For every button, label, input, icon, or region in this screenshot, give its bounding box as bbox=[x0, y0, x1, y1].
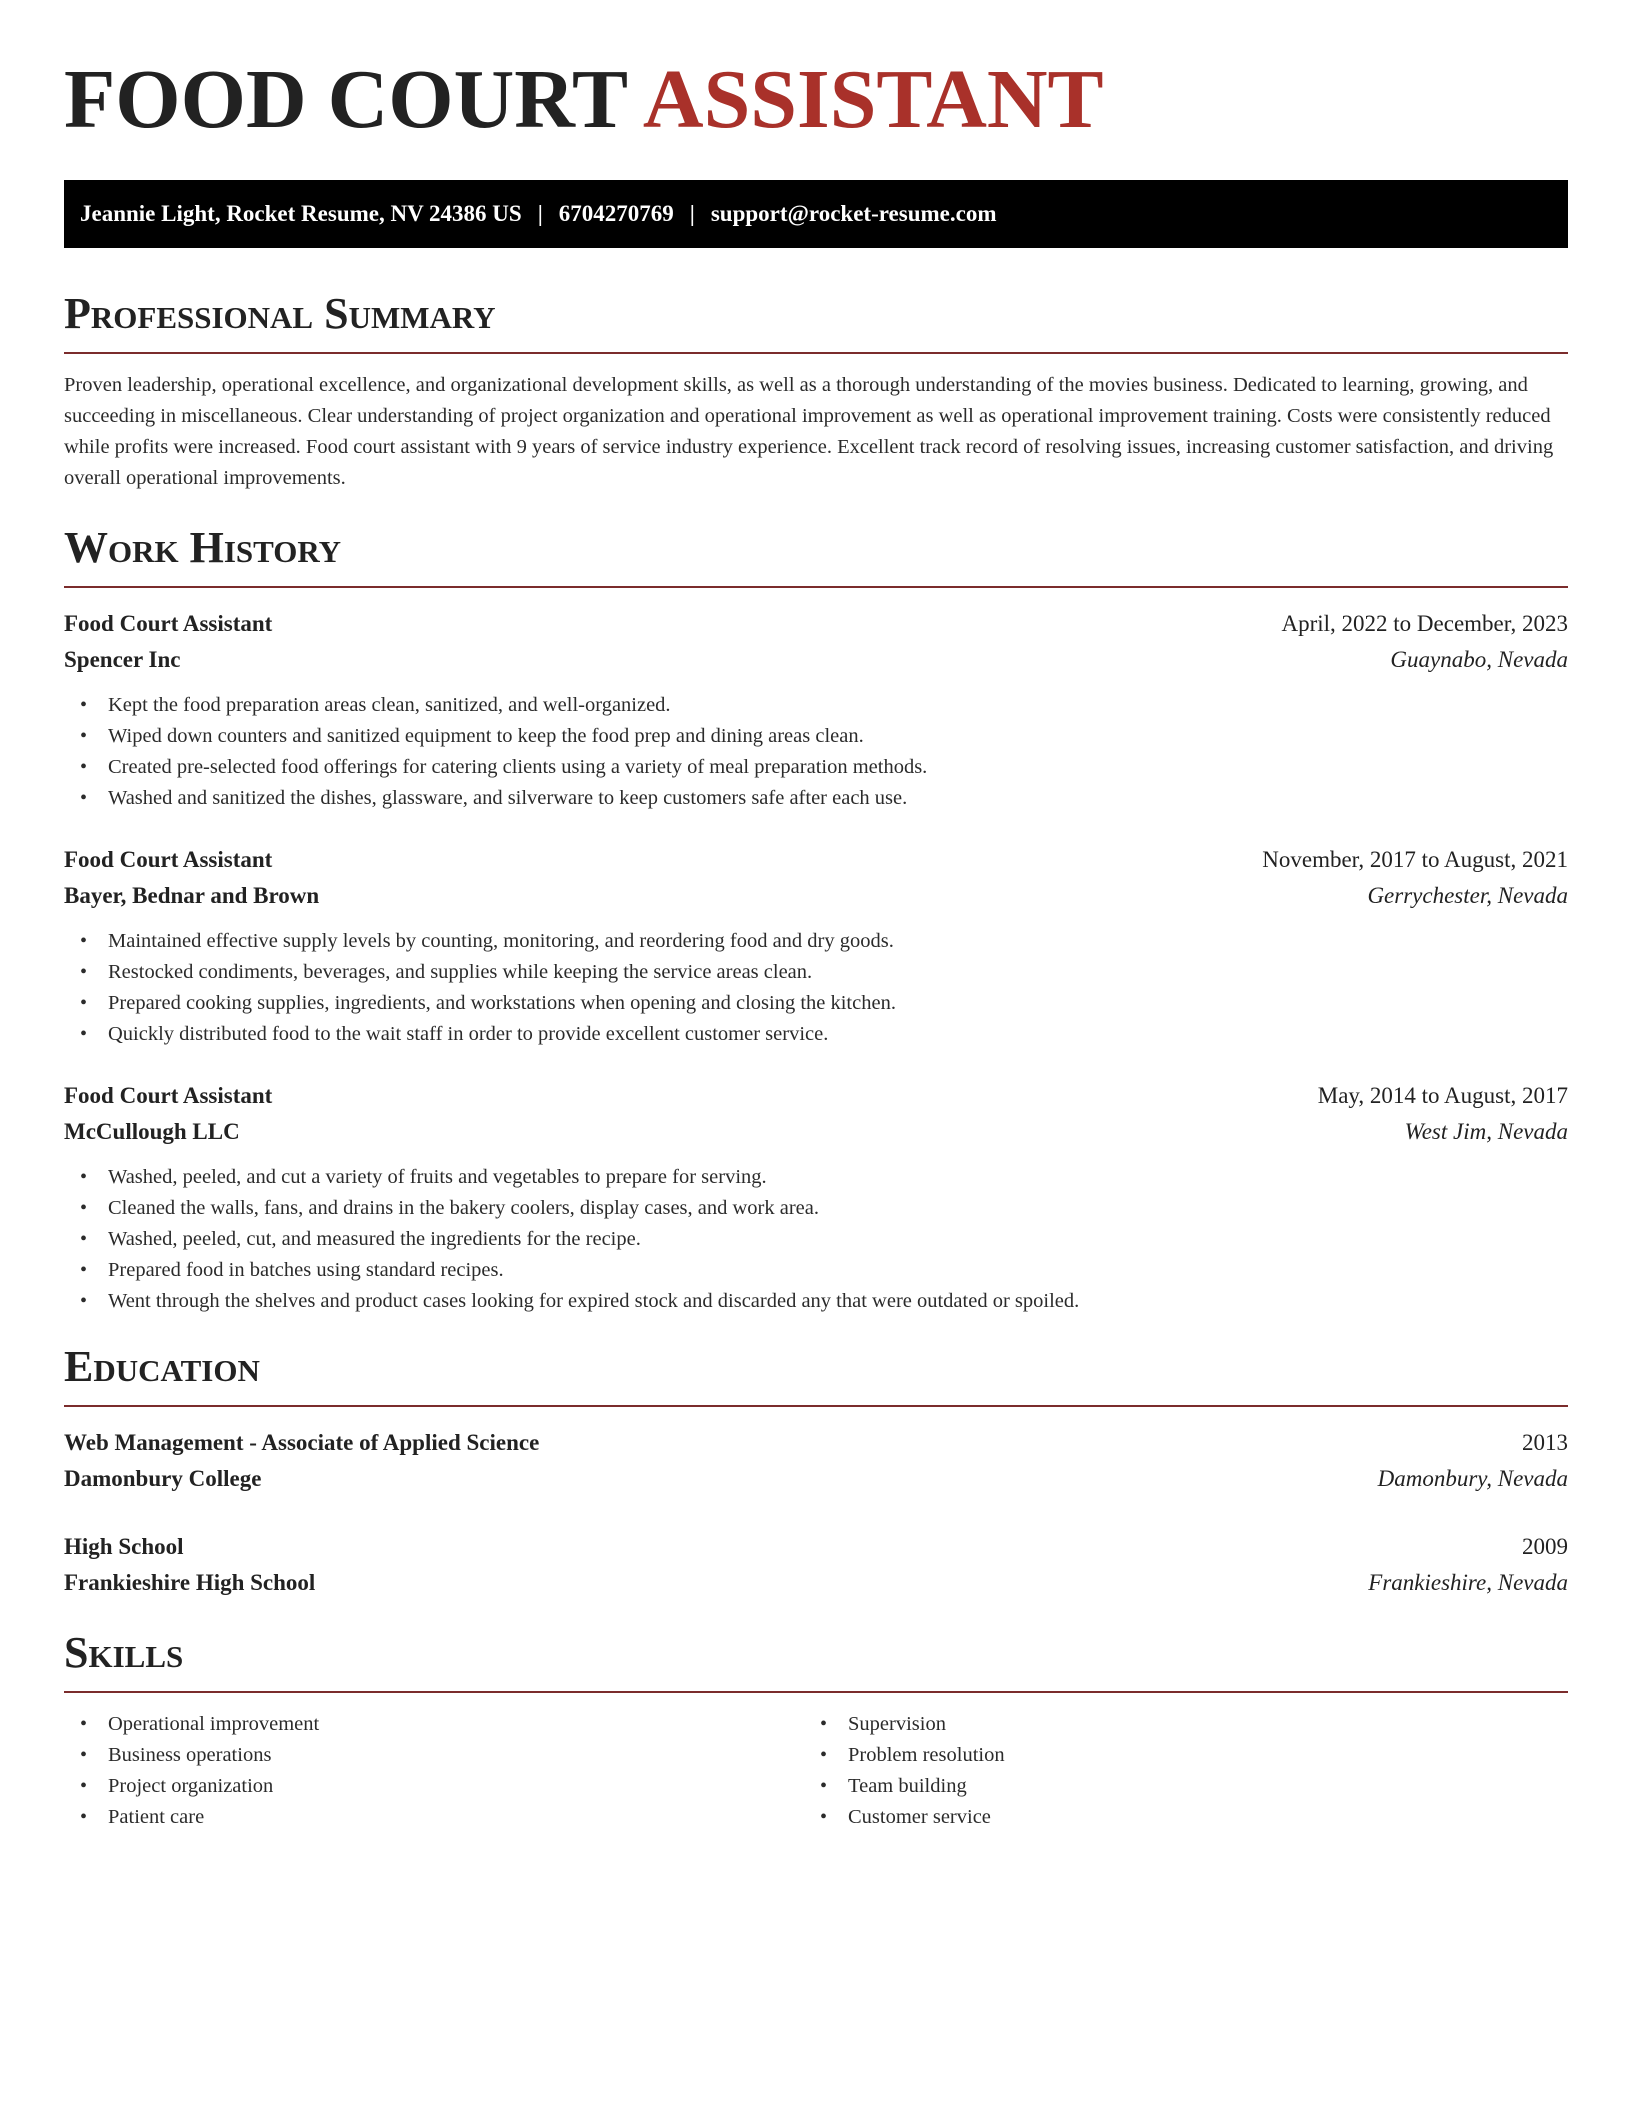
contact-address: Jeannie Light, Rocket Resume, NV 24386 US bbox=[80, 201, 522, 226]
education-school: Damonbury College bbox=[64, 1466, 262, 1491]
education-year: 2013 bbox=[1522, 1430, 1568, 1455]
list-item: • Created pre-selected food offerings for catering clients using a variety of meal preparation methods. bbox=[64, 752, 1568, 783]
job-header-row bbox=[64, 1078, 1568, 1114]
skills-grid bbox=[64, 1709, 1568, 1833]
list-item: • Went through the shelves and product cases looking for expired stock and discarded any that were outdated or spoiled. bbox=[64, 1286, 1568, 1317]
job-dates: November, 2017 to August, 2021 bbox=[1262, 847, 1568, 872]
list-item: • Maintained effective supply levels by counting, monitoring, and reordering food and dry goods. bbox=[64, 926, 1568, 957]
resume-title bbox=[64, 53, 1568, 146]
education-school-row bbox=[64, 1565, 1568, 1601]
job-title: Food Court Assistant bbox=[64, 1083, 273, 1108]
summary-heading: Professional Summary bbox=[64, 289, 496, 338]
summary-text: Proven leadership, operational excellence, and organizational development skills, as well as a thorough understanding of the movies business. Dedicated to learning, growing, and succeeding in miscellaneous. Clear understanding of project organization and operational improvement as well as operational improvement training. Costs were consistently reduced while profits were increased. Food court assistant with 9 years of service industry experience. Excellent track record of resolving issues, increasing customer satisfaction, and driving overall operational improvements. bbox=[64, 374, 1554, 489]
skill-item: • Team building bbox=[804, 1771, 1544, 1802]
list-item: • Washed, peeled, cut, and measured the ingredients for the recipe. bbox=[64, 1224, 1568, 1255]
job-dates: May, 2014 to August, 2017 bbox=[1317, 1083, 1568, 1108]
skills-section bbox=[64, 1628, 1568, 1833]
list-item: • Restocked condiments, beverages, and supplies while keeping the service areas clean. bbox=[64, 957, 1568, 988]
job-company-row bbox=[64, 1114, 1568, 1150]
skill-item: • Customer service bbox=[804, 1802, 1544, 1833]
job-header-row bbox=[64, 842, 1568, 878]
summary-section bbox=[64, 289, 1568, 494]
job-bullets bbox=[64, 690, 1568, 814]
education-degree: Web Management - Associate of Applied Science bbox=[64, 1430, 540, 1455]
job-bullets bbox=[64, 1162, 1568, 1317]
skill-item: • Patient care bbox=[64, 1802, 804, 1833]
section-divider bbox=[64, 1691, 1568, 1693]
job-entry bbox=[64, 1078, 1568, 1317]
education-header-row bbox=[64, 1425, 1568, 1461]
skill-item: • Problem resolution bbox=[804, 1740, 1544, 1771]
work-history-heading: Work History bbox=[64, 523, 342, 572]
list-item: • Washed, peeled, and cut a variety of fruits and vegetables to prepare for serving. bbox=[64, 1162, 1568, 1193]
job-title: Food Court Assistant bbox=[64, 847, 273, 872]
section-divider bbox=[64, 586, 1568, 588]
job-company: McCullough LLC bbox=[64, 1119, 240, 1144]
contact-separator: | bbox=[689, 201, 695, 226]
education-school: Frankieshire High School bbox=[64, 1570, 316, 1595]
education-entry bbox=[64, 1529, 1568, 1601]
skill-item: • Project organization bbox=[64, 1771, 804, 1802]
list-item: • Wiped down counters and sanitized equipment to keep the food prep and dining areas clean. bbox=[64, 721, 1568, 752]
job-company: Spencer Inc bbox=[64, 647, 181, 672]
job-company-row bbox=[64, 878, 1568, 914]
education-location: Frankieshire, Nevada bbox=[1368, 1570, 1568, 1595]
education-location: Damonbury, Nevada bbox=[1377, 1466, 1568, 1491]
education-degree: High School bbox=[64, 1534, 184, 1559]
skill-item: • Operational improvement bbox=[64, 1709, 804, 1740]
list-item: • Cleaned the walls, fans, and drains in the bakery coolers, display cases, and work area. bbox=[64, 1193, 1568, 1224]
education-entry bbox=[64, 1425, 1568, 1497]
job-entry bbox=[64, 842, 1568, 1050]
skill-item: • Business operations bbox=[64, 1740, 804, 1771]
list-item: • Prepared food in batches using standard recipes. bbox=[64, 1255, 1568, 1286]
list-item: • Quickly distributed food to the wait staff in order to provide excellent customer service. bbox=[64, 1019, 1568, 1050]
section-divider bbox=[64, 352, 1568, 354]
skills-heading: Skills bbox=[64, 1628, 184, 1677]
list-item: • Kept the food preparation areas clean, sanitized, and well-organized. bbox=[64, 690, 1568, 721]
education-section bbox=[64, 1342, 1568, 1601]
education-heading: Education bbox=[64, 1342, 260, 1391]
skills-column-right bbox=[804, 1709, 1544, 1833]
job-bullets bbox=[64, 926, 1568, 1050]
job-location: Gerrychester, Nevada bbox=[1367, 883, 1568, 908]
job-title: Food Court Assistant bbox=[64, 611, 273, 636]
education-school-row bbox=[64, 1461, 1568, 1497]
job-header-row bbox=[64, 606, 1568, 642]
job-location: West Jim, Nevada bbox=[1404, 1119, 1568, 1144]
education-year: 2009 bbox=[1522, 1534, 1568, 1559]
skill-item: • Supervision bbox=[804, 1709, 1544, 1740]
job-location: Guaynabo, Nevada bbox=[1390, 647, 1568, 672]
work-history-section bbox=[64, 523, 1568, 1317]
job-dates: April, 2022 to December, 2023 bbox=[1281, 611, 1568, 636]
contact-bar bbox=[64, 180, 1568, 248]
title-main: FOOD COURT bbox=[64, 53, 627, 146]
list-item: • Washed and sanitized the dishes, glassware, and silverware to keep customers safe after each use. bbox=[64, 783, 1568, 814]
resume-page bbox=[64, 0, 1568, 1833]
section-divider bbox=[64, 1405, 1568, 1407]
title-accent: ASSISTANT bbox=[642, 53, 1104, 146]
education-header-row bbox=[64, 1529, 1568, 1565]
job-company-row bbox=[64, 642, 1568, 678]
skills-column-left bbox=[64, 1709, 804, 1833]
list-item: • Prepared cooking supplies, ingredients, and workstations when opening and closing the kitchen. bbox=[64, 988, 1568, 1019]
contact-phone: 6704270769 bbox=[558, 201, 674, 226]
contact-email[interactable]: support@rocket-resume.com bbox=[710, 201, 997, 226]
job-entry bbox=[64, 606, 1568, 814]
contact-separator: | bbox=[537, 201, 543, 226]
job-company: Bayer, Bednar and Brown bbox=[64, 883, 320, 908]
